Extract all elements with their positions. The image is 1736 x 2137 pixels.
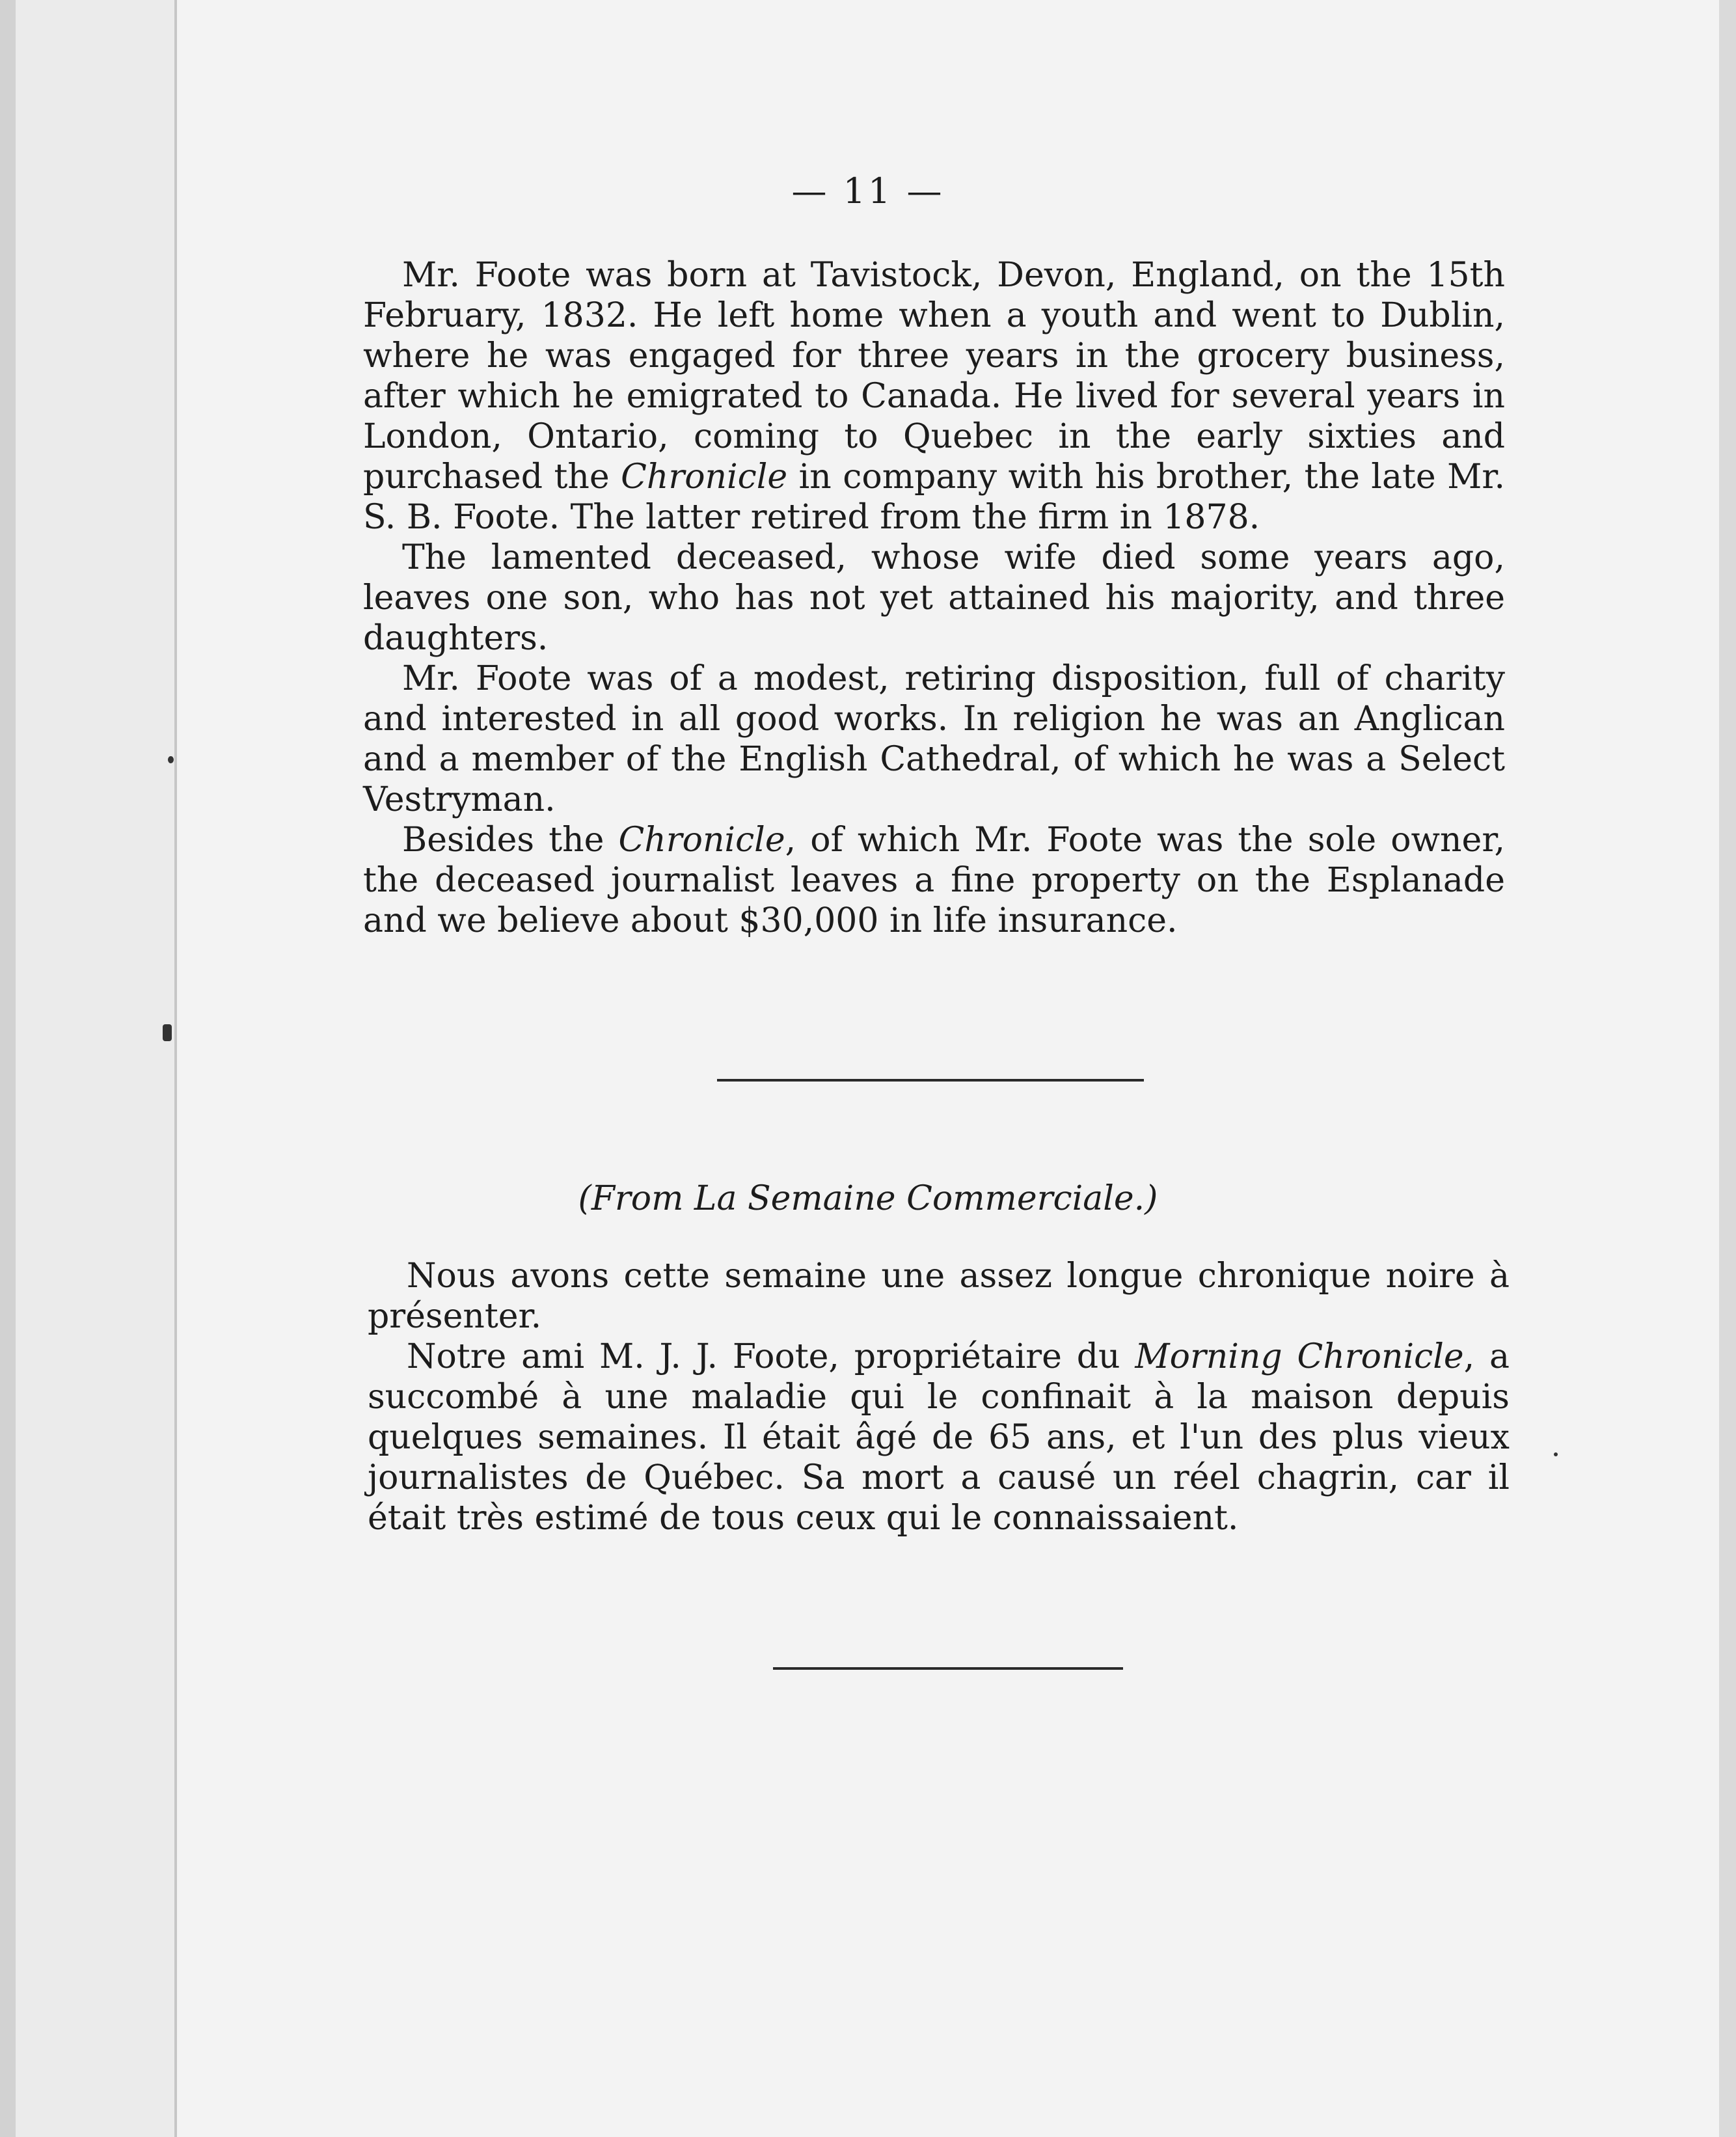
scan-left-edge: [0, 0, 16, 2137]
newspaper-title: Chronicle: [618, 821, 785, 860]
paragraph: Notre ami M. J. J. Foote, propriétaire du Morning Chronicle, a succombé à une maladie qui le confinait à la maison depuis quelques semaines. Il était âgé de 65 ans, et l'un des plus vieux journalistes de Québec. Sa mort a causé un réel chagrin, car il était très estimé de tous ceux qui le connaissaient.: [368, 1337, 1510, 1538]
paragraph: Mr. Foote was born at Tavistock, Devon, England, on the 15th February, 1832. He left home when a youth and went to Dublin, where he was engaged for three years in the grocery business, after which he emigrated to Canada. He lived for several years in London, Ontario, coming to Quebec in the early sixties and purchased the Chronicle in company with his brother, the late Mr. S. B. Foote. The latter retired from the firm in 1878.: [363, 256, 1506, 537]
article-body-english: [363, 255, 1505, 941]
paragraph: Mr. Foote was of a modest, retiring disposition, full of charity and interested in all good works. In religion he was an Anglican and a member of the English Cathedral, of which he was a Select Vestryman.: [363, 659, 1505, 819]
newspaper-title: Morning Chronicle: [1135, 1337, 1464, 1376]
scan-right-edge: [1719, 0, 1736, 2137]
paragraph: Besides the Chronicle, of which Mr. Foote was the sole owner, the deceased journalist leaves a fine property on the Esplanade and we believe about $30,000 in life insurance.: [363, 821, 1505, 940]
section-divider: [717, 1079, 1144, 1082]
newspaper-title: Chronicle: [621, 457, 788, 497]
article-body-french: [368, 1256, 1510, 1538]
source-heading: (From La Semaine Commerciale.): [578, 1179, 1158, 1218]
page-number: — 11 —: [791, 170, 945, 211]
paragraph: Nous avons cette semaine une assez longue chronique noire à présenter.: [368, 1257, 1510, 1336]
margin-speck: [1554, 1452, 1558, 1456]
margin-speck: [168, 756, 174, 763]
margin-speck: [163, 1024, 172, 1041]
section-divider: [773, 1667, 1123, 1670]
paragraph: The lamented deceased, whose wife died some years ago, leaves one son, who has not yet attained his majority, and three daughters.: [363, 538, 1505, 658]
